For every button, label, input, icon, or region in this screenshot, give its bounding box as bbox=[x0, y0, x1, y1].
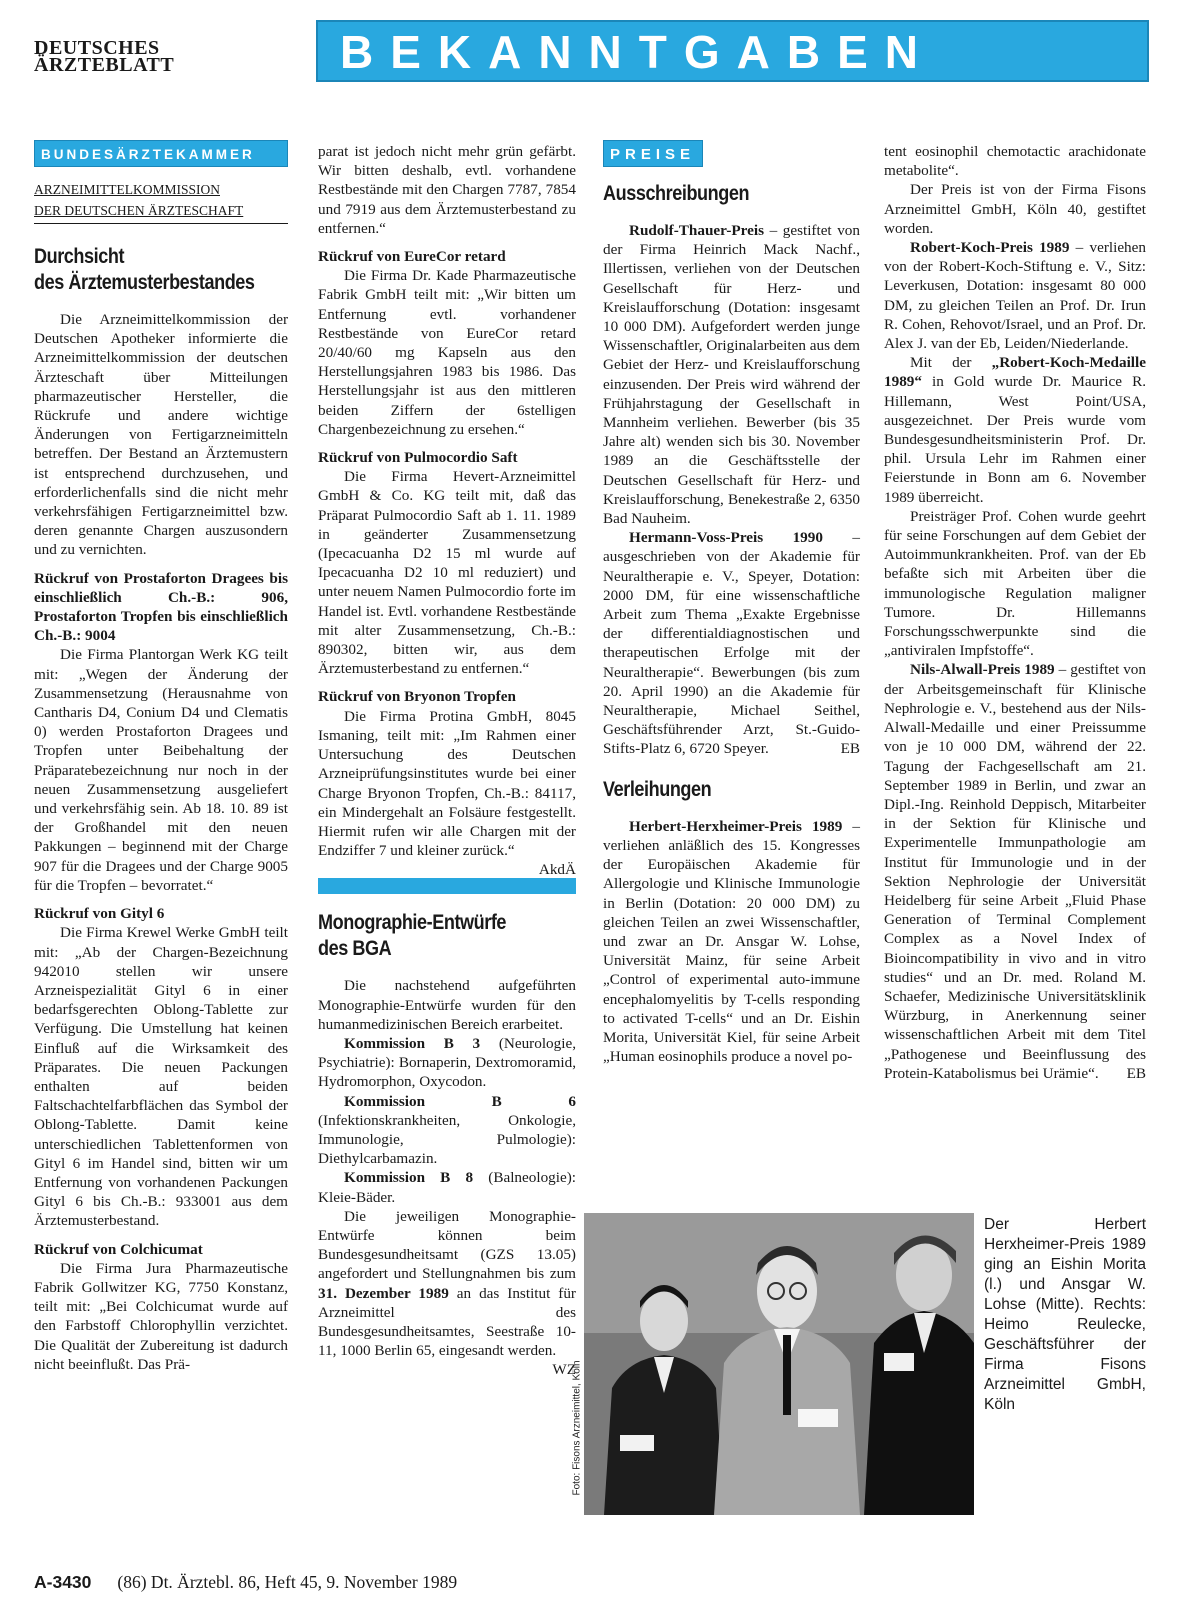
commission-label: Kommission B 3 bbox=[344, 1034, 481, 1052]
paragraph bbox=[318, 1034, 576, 1092]
paragraph: Die Firma Jura Pharmazeutische Fabrik Gollwitzer KG, 7750 Konstanz, teilt mit: „Bei Colchicumat wurde auf den Farbstoff Chlorophyllin verzichtet. Die Qualität der Zubereitung ist dadurch nicht beeinflußt. Das Prä- bbox=[34, 1259, 288, 1373]
headline-line-2: des BGA bbox=[318, 937, 392, 961]
article-headline-ausschreibungen: Ausschreibungen bbox=[603, 182, 750, 205]
issue-reference: (86) Dt. Ärztebl. 86, Heft 45, 9. November 1989 bbox=[117, 1572, 458, 1592]
department-heading bbox=[34, 181, 288, 224]
paragraph-text: Mit der bbox=[910, 354, 992, 372]
headline-line-1: Durchsicht bbox=[34, 245, 125, 268]
page-number: A-3430 bbox=[34, 1572, 92, 1592]
subheading: Rückruf von Colchicumat bbox=[34, 1240, 203, 1258]
department-line-1: ARZNEIMITTELKOMMISSION bbox=[34, 182, 220, 197]
paragraph-text: – verliehen anläßlich des 15. Kongresses der Europäischen Akademie für Allergologie und Klinische Immunologie in Berlin (Dotation: 20 000 DM) zu gleichen Teilen an zwei Wissenschaftler, und zwar an Dr. Ansgar W. Lohse, Universität Mainz, für seine Arbeit „Control of experimental auto-immune encephalomyelitis by T-cells responding to activated T-cells“ und an Dr. Eishin Morita, Universität Kiel, für seine Arbeit „Human eosinophils produce a novel po- bbox=[603, 817, 860, 1066]
paragraph-text: Die Firma Protina GmbH, 8045 Ismaning, teilt mit: „Im Rahmen einer Untersuchung des Deutschen Arzneiprüfungsinstitutes wurde bei einer Charge Bryonon Tropfen, Ch.-B.: 84117, ein Mindergehalt an Folsäure festgestellt. Hiermit rufen wir alle Chargen mit der Endziffer 7 und kleiner zurück.“ bbox=[318, 707, 576, 860]
prize-name: Rudolf-Thauer-Preis bbox=[629, 222, 764, 239]
paragraph bbox=[603, 221, 860, 528]
deadline-date: 31. Dezember 1989 bbox=[318, 1284, 449, 1302]
paragraph: Die Firma Dr. Kade Pharmazeutische Fabrik GmbH teilt mit: „Wir bitten um Entfernung evtl. vorhandener Restbestände von EureCor retard 20/40/60 mg Kapseln aus den Herstellungsjahren 1983 bis 1986. Das Herstellungsjahr ist aus den mittleren beiden Ziffern der 6stelligen Chargenbezeichnung zu ersehen.“ bbox=[318, 267, 576, 438]
page-footer bbox=[34, 1572, 457, 1593]
photo-caption: Der Herbert Herxheimer-Preis 1989 ging an Eishin Morita (l.) und Ansgar W. Lohse (Mitte). Rechts: Heimo Reulecke, Geschäftsführer der Firma Fisons Arzneimittel GmbH, Köln bbox=[984, 1216, 1146, 1413]
paragraph bbox=[318, 1168, 576, 1206]
paragraph bbox=[603, 528, 860, 758]
divider-bar bbox=[318, 878, 576, 894]
paragraph: Preisträger Prof. Cohen wurde geehrt für seine Forschungen auf dem Gebiet der Autoimmunkrankheiten. Prof. van der Eb befaßte sich mit Arbeiten über die immunologische Regulation maligner Tumore. Dr. Hillemanns Forschungsschwerpunkte sind die „antiviralen Impfstoffe“. bbox=[884, 507, 1146, 660]
prize-name: Nils-Alwall-Preis 1989 bbox=[910, 661, 1055, 679]
paragraph-text: – ausgeschrieben von der Akademie für Neuraltherapie e. V., Speyer, Dotation: 2000 DM, für eine wissenschaftliche Arbeit zum Thema „Exakte Ergebnisse der differentialdiagnostischen und therapeutischen Erfolge mit der Neuraltherapie“. Bewerbungen (bis zum 20. April 1990) an die Akademie für Neuraltherapie, Michael Seithel, Geschäftsführender Arzt, St.-Guido-Stifts-Platz 6, 6720 Speyer. bbox=[603, 529, 860, 758]
paragraph bbox=[318, 707, 576, 879]
subheading: Rückruf von Bryonon Tropfen bbox=[318, 688, 516, 706]
signature: EB bbox=[1126, 1064, 1146, 1082]
headline-line-2: des Ärztemusterbestandes bbox=[34, 271, 255, 294]
paragraph-text: in Gold wurde Dr. Maurice R. Hillemann, West Point/USA, ausgezeichnet. Der Preis wurde vom Bundesgesundheitsministerin Prof. Dr. phil. Ursula Lehr im Rahmen einer Feierstunde in Bonn am 6. November 1989 überreicht. bbox=[884, 373, 1146, 506]
paragraph: parat ist jedoch nicht mehr grün gefärbt. Wir bitten deshalb, evtl. vorhandene Restbestände mit den Chargen 7787, 7854 und 7919 aus dem Ärztemusterbestand zu entfernen.“ bbox=[318, 143, 576, 237]
commission-label: Kommission B 8 bbox=[344, 1169, 474, 1187]
commission-text: (Neurologie, Psychiatrie): Bornaperin, Dextromoramid, Hydromorphon, Oxycodon. bbox=[318, 1034, 576, 1091]
subheading: Rückruf von EureCor retard bbox=[318, 248, 506, 266]
paragraph bbox=[884, 353, 1146, 507]
paragraph-text: – verliehen von der Robert-Koch-Stiftung e. V., Sitz: Leverkusen, Dotation: insgesamt 80 000 DM, zu gleichen Teilen an Prof. Dr. Irun R. Cohen, Rehovot/Israel, und an Prof. Dr. Alex J. van der Eb, Leiden/Niederlande. bbox=[884, 239, 1146, 353]
section-label-preise: PREISE bbox=[603, 140, 703, 167]
paragraph: Die nachstehend aufgeführten Monographie-Entwürfe wurden für den humanmedizinischen Bereich erarbeitet. bbox=[318, 977, 576, 1033]
column-1 bbox=[34, 140, 288, 1374]
article-headline-durchsicht bbox=[34, 244, 255, 296]
paragraph-text: – gestiftet von der Firma Heinrich Mack Nachf., Illertissen, verliehen von der Deutschen Gesellschaft für Herz- und Kreislaufforschung (Dotation: insgesamt 10 000 DM). Aufgefordert werden junge Wissenschaftler, Originalarbeiten aus dem Gebiet der Herz- und Kreislaufforschung einzusenden. Der Preis wird während der Frühjahrstagung der Gesellschaft in Mannheim verliehen. Bewerber (bis 35 Jahre alt) wenden sich bis 30. November 1989 an die Geschäftsstelle der Deutschen Gesellschaft für Herz- und Kreislaufforschung, Benekestraße 2, 6350 Bad Nauheim. bbox=[603, 222, 860, 528]
section-banner bbox=[316, 20, 1149, 82]
prize-name: „Robert-Koch-Medaille 1989“ bbox=[884, 354, 1146, 391]
subheading: Rückruf von Gityl 6 bbox=[34, 905, 165, 923]
paragraph bbox=[318, 1092, 576, 1169]
masthead-line-2: ÄRZTEBLATT bbox=[34, 54, 175, 76]
paragraph: Die Arzneimittelkommission der Deutschen Apotheker informierte die Arzneimittelkommission der deutschen Ärzteschaft über Mitteilungen pharmazeutischer Hersteller, die Rückrufe und andere wichtige Änderungen von Fertigarzneimitteln betreffen. Der Bestand an Ärztemustern ist entsprechend durchzusehen, und erforderlichenfalls sind die nicht mehr verkehrsfähigen Fertigarzneimittel bzw. deren genannte Chargen auszusondern und zu vernichten. bbox=[34, 311, 288, 559]
signature: AkdÄ bbox=[538, 861, 576, 879]
paragraph bbox=[318, 1207, 576, 1379]
signature: EB bbox=[840, 740, 860, 758]
commission-text: (Infektionskrankheiten, Onkologie, Immunologie, Pulmologie): Diethylcarbamazin. bbox=[318, 1111, 576, 1168]
award-photo bbox=[584, 1213, 974, 1515]
headline-line-1: Monographie-Entwürfe bbox=[318, 911, 507, 935]
column-3 bbox=[603, 140, 860, 1066]
masthead bbox=[34, 37, 224, 76]
article-headline-verleihungen: Verleihungen bbox=[603, 777, 712, 801]
prize-name: Herbert-Herxheimer-Preis 1989 bbox=[629, 817, 843, 835]
paragraph-text: Die jeweiligen Monographie-Entwürfe können beim Bundesgesundheitsamt (GZS 13.05) angefordert und Stellungnahmen bis zum bbox=[318, 1207, 576, 1283]
prize-name: Robert-Koch-Preis 1989 bbox=[910, 239, 1070, 257]
commission-label: Kommission B 6 bbox=[344, 1092, 576, 1110]
photo-credit-text: Foto: Fisons Arzneimittel, Köln bbox=[571, 1360, 583, 1496]
paragraph: Die Firma Hevert-Arzneimittel GmbH & Co. KG teilt mit, daß das Präparat Pulmocordio Saft ab 1. 11. 1989 in geänderter Zusammensetzung (Ipecacuanha D2 15 ml wurde auf Ipecacuanha D2 10 ml reduziert) und unter neuem Namen Pulmocordio forte im Handel ist. Evtl. vorhandene Restbestände mit alter Zusammensetzung, Ch.-B.: 890302, bitten wir, aus dem Ärztemusterbestand zu entfernen.“ bbox=[318, 468, 576, 678]
subheading: Rückruf von Prostaforton Dragees bis einschließlich Ch.-B.: 906, Prostaforton Tropfen bis einschließlich Ch.-B.: 9004 bbox=[34, 569, 288, 645]
department-line-2: DER DEUTSCHEN ÄRZTESCHAFT bbox=[34, 203, 244, 218]
column-2 bbox=[318, 142, 576, 1380]
signature: WZ bbox=[552, 1361, 576, 1379]
banner-title: BEKANNTGABEN bbox=[340, 26, 935, 78]
paragraph: Die Firma Krewel Werke GmbH teilt mit: „Ab der Chargen-Bezeichnung 942010 stellen wir unsere Arzneispezialität Gityl 6 in einer bedarfsgerechten Oblong-Tablette zur Verfügung. Die Umstellung hat keinen Einfluß auf die Wirksamkeit des Präparates. Die neuen Packungen enthalten auf beiden Faltschachtelfarbflächen das Symbol der Oblong-Tablette. Damit keine unterschiedlichen Tablettenformen von Gityl 6 im Handel sind, bitten wir um Entfernung von vorhandenen Packungen Gityl 6 bis Ch.-B.: 933001 aus dem Ärztemusterbestand. bbox=[34, 924, 288, 1230]
paragraph bbox=[603, 817, 860, 1067]
section-label-bundesaerztekammer: BUNDESÄRZTEKAMMER bbox=[34, 140, 288, 167]
subheading: Rückruf von Pulmocordio Saft bbox=[318, 449, 518, 467]
paragraph-text: – gestiftet von der Arbeitsgemeinschaft für Klinische Nephrologie e. V., bestehend aus der Nils-Alwall-Medaille und einer Preissumme von je 10 000 DM, während der 22. Tagung der Fachgesellschaft am 21. September 1989 in Berlin, und zwar an Dipl.-Ing. Reinhold Deppisch, Mitarbeiter in der Sektion für Klinische und Experimentelle Immunpathologie am Institut für Immunologie und in der Sektion Nephrologie der Universität Heidelberg für seine Arbeit „Fluid Phase Generation of Terminal Complement Complex as a Novel Index of Bioincompatibility in vivo and in vitro studies“ und an Dr. med. Roland M. Schaefer, Medizinische Universitätsklinik Würzburg, in Anerkennung seiner wissenschaftlichen Arbeit mit dem Titel „Pathogenese und Beeinflussung des Protein-Katabolismus bei Urämie“. bbox=[884, 661, 1146, 1082]
commission-text: (Balneologie): Kleie-Bäder. bbox=[318, 1169, 576, 1206]
paragraph: tent eosinophil chemotactic arachidonate metabolite“. bbox=[884, 143, 1146, 180]
paragraph-text: an das Institut für Arzneimittel des Bundesgesundheitsamtes, Seestraße 10-11, 1000 Berlin 65, eingesandt werden. bbox=[318, 1284, 576, 1360]
paragraph bbox=[884, 238, 1146, 353]
award-photo-image bbox=[584, 1213, 974, 1515]
masthead-line-1: DEUTSCHES bbox=[34, 37, 160, 59]
photo-credit bbox=[565, 1300, 585, 1500]
prize-name: Hermann-Voss-Preis 1990 bbox=[629, 529, 823, 547]
article-headline-monographie bbox=[318, 910, 540, 962]
paragraph: Die Firma Plantorgan Werk KG teilt mit: „Wegen der Änderung der Zusammensetzung (Herausnahme von Cantharis D4, Conium D4 und Clematis 0) werden Prostaforton Dragees und Tropfen unter Beibehaltung der Präparatebezeichnung nur noch in der neuen Zusammensetzung ausgeliefert und verkehrsfähig sein. Ab 18. 10. 89 ist der Großhandel mit den neuen Pakkungen – beginnend mit der Charge 907 für die Dragees und der Charge 9005 für die Tropfen – bevorratet.“ bbox=[34, 646, 288, 894]
column-4 bbox=[884, 142, 1146, 1083]
paragraph bbox=[884, 660, 1146, 1082]
paragraph: Der Preis ist von der Firma Fisons Arzneimittel GmbH, Köln 40, gestiftet worden. bbox=[884, 181, 1146, 237]
